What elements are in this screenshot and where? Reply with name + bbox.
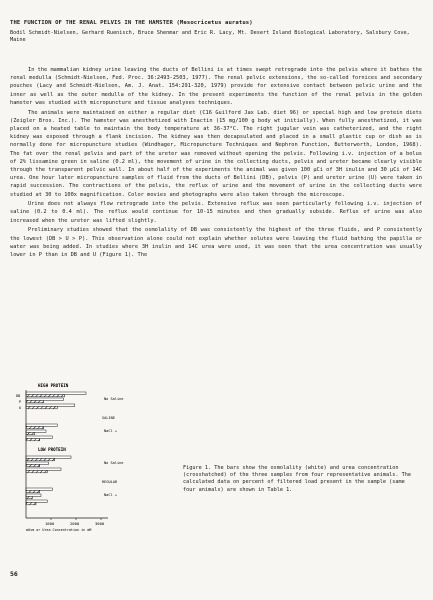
urea-bar-p [26,432,35,434]
osmolality-bar-db [26,488,52,490]
urea-bar-u [26,470,47,472]
osmolality-bar-p [26,494,41,496]
osmolality-bar-u [26,500,47,502]
urea-bar-p [26,464,40,466]
osmolality-bar-db [26,424,57,426]
osmolality-bar-db [26,456,71,458]
x-tick-label: 3000 [95,521,105,526]
panel-side-label: No Saline [104,397,124,401]
urea-bar-p [26,496,32,498]
paper-title: THE FUNCTION OF THE RENAL PELVIS IN THE HAMSTER (Mesocricetus auratus) [10,20,253,26]
urea-bar-db [26,394,65,396]
osmolality-bar-p [26,398,64,400]
x-tick-label: 1000 [45,521,55,526]
paragraph: Urine does not always flow retrograde into the pelvis. Extensive reflux was seen particularly following i.v. injection of saline (0.2 to 0.4 ml). The reflux would continue for 10-15 minutes and then gradually subside. Reflux of urine was also increased when the ureter was lifted slightly. [10,201,422,224]
urea-bar-u [26,502,36,504]
panel-label: HIGH PROTEIN [38,383,69,388]
panel-side-label: NaCl + [104,429,117,433]
figure-caption: Figure 1. The bars show the osmolality (white) and urea concentration (crosshatched) of the three samples from four representative animals. The calculated data on percent of filtered load present in the sample (same four animals) are shown in Table 1. [183,465,411,493]
osmolality-bar-u [26,404,75,406]
osmolality-bar-u [26,436,52,438]
panel-side-label: No Saline [104,461,124,465]
author-list: Bodil Schmidt-Nielsen, Gerhard Ruenisch, Bruce Shenmar and Eric R. Lacy, Mt. Desert Island Biological Laboratory, Salsbury Cove, Maine [10,30,410,44]
bar-chart [16,382,166,534]
osmolality-bar-p [26,430,46,432]
panel-label: LOW PROTEIN [38,447,66,452]
paragraph: The animals were maintained on either a regular diet (C16 Guilford Jax Lab. diet 96) or special high and low protein diets (Zeigler Bros. Inc.). The hamster was anesthetized with Inactin (15 mg/100 g body wt initially). When fully anesthetized, it was placed on a heated table to maintain the body temperature at 36-37°C. The right jugular vein was catheterized, and the right kidney was exposed through a flank incision. The kidney was then decapsulated and placed in a small plastic cup or dish as is normally done for micropuncture studies (Windhager, Micropuncture Techniques and Nephron Function, Butterworth, London, 1968). The fat over the renal pelvis and part of the ureter was removed without opening the pelvis. Following i.v. injection of a bolus of 2% lissamine green in saline (0.2 ml), the movement of urine in the collecting ducts, pelvis and ureter became clearly visible through the transparent pelvic wall. In about half of the experiments the animal was given 100 μCi of 3H inulin and 30 μCi of 14C urea. One hour later micropuncture samples of fluid from the ducts of Bellini (DB), pelvis (P) and ureter urine (U) were taken in rapid succession. The contractions of the pelvis, the reflux of urine and the movement of urine in the collecting ducts were studied at 30 to 100x magnification. Color movies and photographs were also taken through the microscope. [10,109,422,198]
paragraph: Preliminary studies showed that the osmolality of DB was consistently the highest of the three fluids, and P consistently the lowest (DB > U > P). This observation alone could not explain whether solutes were leaving the fluid bathing the papilla or water was being added. In studies where 3H inulin and 14C urea were used, it was seen that the urea concentration was usually lower in P than in DB and U (Figure 1). The [10,227,422,258]
urea-bar-db [26,458,55,460]
body-text [10,66,422,261]
x-axis-title: mOsm or Urea Concentration in mM [26,528,92,532]
urea-bar-db [26,490,40,492]
figure-1 [16,382,166,534]
panel-label: SALINE [102,416,115,420]
urea-bar-u [26,438,40,440]
row-label-db: DB [16,394,21,398]
panel-label: REGULAR [102,480,118,484]
urea-bar-db [26,426,44,428]
osmolality-bar-db [26,392,86,394]
page-number: 56 [10,570,18,578]
paragraph: In the mammalian kidney urine leaving the ducts of Bellini is at times swept retrograde into the pelvis where it bathes the renal medulla (Schmidt-Nielsen, Fed. Proc. 36:2493-2503, 1977). The renal pelvic extensions, the so-called fornices and secondary pouches (Lacy and Schmidt-Nielsen, Am. J. Anat. 154:291-320, 1979) provide for extensive contact between pelvic urine and the inner as well as the outer medulla of the kidney. In the present experiments the function of the renal pelvis in the golden hamster was studied with micropuncture and tissue analyses techniques. [10,67,422,106]
x-tick-label: 2000 [70,521,80,526]
row-label-u: U [19,406,22,410]
panel-side-label: NaCl + [104,493,117,497]
osmolality-bar-p [26,462,49,464]
urea-bar-u [26,406,57,408]
osmolality-bar-u [26,468,61,470]
row-label-p: P [19,400,22,404]
urea-bar-p [26,400,44,402]
